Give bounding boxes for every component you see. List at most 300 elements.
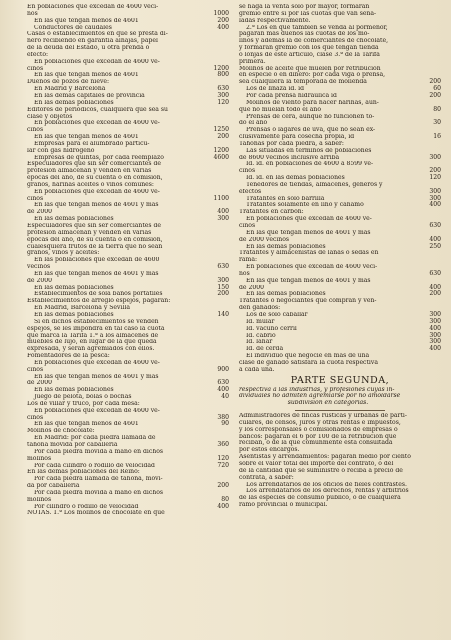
text-line: [239, 189, 441, 196]
line-text: pagarán mas dueños las cuotas de los mo-: [239, 31, 370, 38]
line-amount: 360: [217, 441, 229, 448]
line-text: clase de ganado satisfará la cuota respectiva: [239, 359, 378, 366]
line-text: Por cilindro ó rodillo de velocidad: [34, 503, 139, 510]
line-text: Id. vacuno cerril: [246, 325, 297, 332]
line-text: se haga la venta solo por mayor, formarán: [239, 4, 370, 10]
line-text: culares, de censos, juros y otras rentas é impuestos,: [239, 419, 401, 426]
line-amount: 80: [221, 495, 229, 503]
line-text: El individuo que negocie en mas de una: [246, 353, 370, 360]
line-text: Juego de pelota, bolas ó bochas: [34, 394, 132, 401]
line-text: Asentistas y arrendamientos: pagarán medio por ciento: [239, 454, 411, 461]
line-text: nos: [239, 270, 250, 277]
text-line: [27, 168, 229, 175]
text-line: [239, 18, 441, 25]
text-line: [27, 380, 229, 387]
line-text: que no muelan todo el año: [239, 106, 321, 113]
line-text: Los de villar y truco, por cada mesa:: [27, 400, 140, 407]
line-text: Fomentadores de la pesca:: [27, 353, 110, 360]
line-text: de 2000 vecinos: [239, 236, 290, 243]
line-text: En las que tengan menos de 4601 y mas: [34, 373, 159, 380]
line-amount: 630: [217, 379, 229, 387]
line-text: cinos: [27, 65, 44, 72]
line-text: épocas del año, de su cuenta ó en comision,: [27, 175, 163, 182]
line-text: Especuladores que sin ser comerciantes de: [27, 161, 161, 168]
left-column: [27, 4, 229, 517]
line-text: en especie ó en dinero: por cada viga ó prensa,: [239, 72, 386, 79]
section-heading: [239, 375, 441, 387]
text-line: [27, 25, 229, 32]
text-line: [239, 326, 441, 333]
line-amount: 200: [217, 16, 229, 24]
text-line: [27, 127, 229, 134]
text-line: [239, 148, 441, 155]
line-text: muebles de lujo, en lugar de la que queda: [27, 339, 157, 346]
text-line: [239, 468, 441, 475]
line-text: Establecimientos de arreglo espejos, pagarán:: [27, 298, 171, 305]
text-line: [27, 72, 229, 79]
line-text: molinos: [27, 496, 52, 503]
text-line: [239, 502, 441, 509]
line-text: En poblaciones que excedan de 4600 ve-: [34, 407, 160, 414]
text-line: [27, 504, 229, 511]
text-line: [27, 346, 229, 353]
text-line: [27, 120, 229, 127]
line-text: profesion almacenan y venden en varias: [27, 168, 152, 175]
line-text: cinos: [239, 168, 256, 175]
text-line: [239, 72, 441, 79]
text-line: [239, 31, 441, 38]
line-text: linos y además la de comerciantes de chocolate,: [239, 38, 389, 45]
line-text: Molinos de chocolate:: [27, 428, 95, 435]
text-line: [239, 400, 441, 407]
text-line: [239, 346, 441, 353]
line-amount: 400: [217, 502, 229, 510]
line-amount: 30: [433, 119, 441, 127]
right-column: [239, 4, 441, 517]
text-line: [27, 100, 229, 107]
text-line: [239, 182, 441, 189]
line-text: sea cualquiera la temporada de molienda: [239, 79, 367, 86]
text-line: [27, 59, 229, 66]
text-line: [27, 387, 229, 394]
text-line: [27, 490, 229, 497]
line-text: granos, harinas aceites ó vinos comunes:: [27, 181, 154, 188]
line-text: En Madrid, Barcelona y Sevilla: [34, 305, 130, 312]
line-text: En las demas poblaciones: [34, 284, 114, 291]
line-text: de la cantidad que se suministre ó reciba á precio de: [239, 467, 403, 474]
line-text: Conductores de caudales: [34, 24, 112, 31]
text-line: [27, 38, 229, 45]
text-line: [239, 271, 441, 278]
text-line: [27, 319, 229, 326]
line-text: En las demas capitales de provincia: [34, 92, 145, 99]
line-text: á cada una.: [239, 366, 275, 373]
line-amount: 900: [217, 365, 229, 373]
text-line: [239, 440, 441, 447]
line-text: En las que tengan menos de 4601: [34, 17, 139, 24]
text-line: [239, 107, 441, 114]
text-line: [27, 360, 229, 367]
line-text: granos, vinos y aceites:: [27, 250, 100, 257]
text-line: [27, 305, 229, 312]
line-amount: 400: [429, 283, 441, 291]
line-amount: 300: [429, 153, 441, 161]
line-amount: 120: [217, 454, 229, 462]
line-text: Id. lanar: [246, 339, 273, 346]
text-line: [27, 148, 229, 155]
text-line: [239, 278, 441, 285]
line-amount: 200: [217, 133, 229, 141]
line-text: En poblaciones que excedan de 4600 ve-: [246, 216, 372, 223]
line-text: subdivision en categorías.: [287, 400, 369, 407]
text-line: [239, 413, 441, 420]
line-amount: 400: [217, 23, 229, 31]
line-amount: 300: [429, 187, 441, 195]
text-line: [239, 45, 441, 52]
line-text: de 2000: [239, 284, 264, 291]
text-line: [239, 141, 441, 148]
text-line: [27, 223, 229, 230]
text-line: [27, 333, 229, 340]
text-line: [27, 134, 229, 141]
line-text: cinos: [27, 127, 44, 134]
line-amount: 200: [429, 91, 441, 99]
line-amount: 120: [217, 98, 229, 106]
text-line: [27, 4, 229, 11]
line-text: En Madrid: por cada piedra llamada de: [34, 435, 156, 442]
line-amount: 80: [433, 105, 441, 113]
line-text: Administradores de fincas rústicas y urbanas de parti-: [239, 413, 407, 420]
line-text: En poblaciones que excedan de 4600 ve-: [34, 359, 160, 366]
text-line: [27, 230, 229, 237]
line-text: do el año: [239, 120, 268, 127]
text-line: [239, 155, 441, 162]
text-line: [239, 209, 441, 216]
text-line: [27, 31, 229, 38]
text-line: [239, 59, 441, 66]
text-line: [239, 488, 441, 495]
text-line: [239, 175, 441, 182]
text-line: [239, 127, 441, 134]
line-text: de 2000: [27, 209, 52, 216]
text-line: [27, 312, 229, 319]
line-text: Dueños de pozos de nieve:: [27, 79, 110, 86]
line-amount: 300: [217, 215, 229, 223]
line-text: Establecimientos de sola baños portátiles: [34, 291, 163, 298]
text-line: [239, 250, 441, 257]
text-line: [239, 339, 441, 346]
text-line: [239, 244, 441, 251]
line-text: Editores de periódicos, cualquiera que sea su: [27, 106, 168, 113]
line-text: de 8600 vecinos inclusive arriba: [239, 154, 340, 161]
line-text: Tenedores de tiendas, almacenes, géneros y: [246, 181, 383, 188]
text-line: [27, 107, 229, 114]
text-line: [27, 291, 229, 298]
text-line: [239, 285, 441, 292]
text-line: [239, 427, 441, 434]
line-text: ramo provincial ó municipal.: [239, 502, 328, 509]
line-text: espejos, se les impondrá en tal caso la cuota: [27, 325, 165, 332]
line-text: Especuladores que sin ser comerciantes de: [27, 223, 161, 229]
line-amount: 400: [429, 201, 441, 209]
line-amount: 630: [429, 269, 441, 277]
line-amount: 4600: [213, 153, 229, 161]
line-text: Por cada prensa hidráulica id: [246, 92, 337, 99]
line-text: respectiva á las industrias, y profesiones cuyas in-: [239, 386, 395, 393]
text-line: [239, 305, 441, 312]
text-line: [239, 367, 441, 374]
line-text: primera.: [239, 58, 266, 65]
text-line: [27, 114, 229, 121]
line-text: Los de solo caballar: [246, 311, 308, 318]
line-text: Id. id. en las demas poblaciones: [246, 175, 345, 182]
text-line: [239, 319, 441, 326]
line-text: Id. mular: [246, 318, 275, 325]
text-line: [239, 196, 441, 203]
line-text: que marca la Tarifa 1.ª á los almacenes de: [27, 332, 159, 339]
line-text: En las que tengan menos de 4601: [34, 72, 139, 79]
line-text: En Madrid y Barcelona: [34, 86, 106, 93]
text-line: [239, 353, 441, 360]
line-text: clusivamente para cosecha propia, id: [239, 134, 355, 141]
line-amount: 150: [217, 283, 229, 291]
text-line: [27, 237, 229, 244]
text-line: [239, 360, 441, 367]
line-text: y los corresponsales ó comisionados de empresas ó: [239, 426, 398, 433]
text-line: [27, 497, 229, 504]
text-line: [239, 161, 441, 168]
line-text: nero recibiendo en garantía alhajas, papel: [27, 38, 158, 45]
line-text: En las demas poblaciones: [34, 99, 114, 106]
text-line: [239, 66, 441, 73]
line-text: En las que tengan menos de 4601 y mas: [246, 277, 371, 284]
line-text: Prensas ó lagares de uva, que no sean ex-: [246, 127, 376, 134]
text-line: [27, 367, 229, 374]
line-text: Tratantes y almacenistas de lanas ó sedas en: [239, 250, 379, 257]
line-text: rama:: [239, 257, 258, 264]
text-line: [27, 250, 229, 257]
line-text: Tratantes solamente en lino y cáñamo: [246, 202, 364, 209]
text-line: [239, 257, 441, 264]
text-line: [239, 216, 441, 223]
line-amount: 630: [217, 263, 229, 271]
line-amount: 380: [217, 413, 229, 421]
line-text: cinos: [27, 195, 44, 202]
text-line: [27, 79, 229, 86]
text-line: [239, 387, 441, 394]
line-text: En las demas poblaciones: [246, 291, 326, 298]
line-text: Empresas de quintas, por cada reemplazo: [34, 154, 164, 161]
line-text: En las demas poblaciones del Reino:: [27, 469, 140, 476]
line-amount: 400: [217, 208, 229, 216]
line-text: En las que tengan menos de 4601: [34, 421, 139, 428]
text-line: [27, 374, 229, 381]
line-text: dividuales no admiten agremiarse por no amoldarse: [239, 393, 401, 400]
line-text: efecto:: [27, 51, 49, 58]
text-line: [27, 285, 229, 292]
text-line: [27, 66, 229, 73]
line-amount: 300: [429, 310, 441, 318]
line-text: tahona movida por caballería: [27, 442, 118, 448]
line-text: NOTAS. 1.ª Los molinos de chocolate en que: [27, 510, 165, 517]
line-text: de 2000: [27, 380, 52, 387]
text-line: [239, 202, 441, 209]
line-amount: 300: [429, 317, 441, 325]
text-line: [239, 264, 441, 271]
text-line: [239, 25, 441, 32]
line-text: En poblaciones que excedan de 4600 ve-: [34, 120, 160, 127]
line-text: En las que tengan menos de 4601 y mas: [246, 229, 371, 236]
text-line: [27, 401, 229, 408]
line-amount: 60: [433, 85, 441, 93]
line-text: da por caballería: [27, 483, 80, 490]
line-amount: 250: [429, 242, 441, 250]
text-line: [27, 244, 229, 251]
line-text: profesion almacenan y venden en varias: [27, 229, 152, 236]
line-amount: 1250: [213, 126, 229, 134]
text-line: [27, 209, 229, 216]
line-text: sobre el valor total del importe del contrato, ó del: [239, 461, 394, 467]
line-text: En poblaciones que excedan de 4600 veci-: [246, 264, 378, 271]
text-line: [239, 134, 441, 141]
columns: [27, 4, 442, 517]
text-line: [27, 257, 229, 264]
line-amount: 200: [429, 78, 441, 86]
text-line: [27, 476, 229, 483]
line-text: den ganados:: [239, 305, 281, 312]
line-text: molinos: [27, 455, 52, 462]
text-line: [27, 52, 229, 59]
line-amount: 1000: [213, 9, 229, 17]
text-line: [239, 86, 441, 93]
section-rule: [295, 410, 385, 411]
text-line: [239, 454, 441, 461]
line-text: de las especies de consumo público, ó de cualquiera: [239, 495, 401, 502]
line-text: expresada, y serán agremiados con ellos.: [27, 346, 155, 353]
line-amount: 16: [433, 133, 441, 141]
line-text: ladas respectivamente.: [239, 17, 311, 24]
text-line: [239, 237, 441, 244]
line-amount: 400: [429, 235, 441, 243]
line-text: Empresas para el alumbrado particu-: [34, 140, 150, 147]
line-amount: 300: [429, 338, 441, 346]
text-line: [27, 415, 229, 422]
line-text: cinos: [27, 414, 44, 421]
line-text: vecinos: [27, 264, 51, 271]
line-text: Casas ó establecimientos en que se presta di-: [27, 31, 168, 38]
text-line: [239, 114, 441, 121]
text-line: [239, 223, 441, 230]
line-amount: 400: [217, 386, 229, 394]
line-text: y formarán gremio con los que tengan tienda: [239, 45, 379, 52]
line-text: cualesquiera frutos de la tierra que no sean: [27, 243, 163, 250]
line-text: Prensas de cera, aunque no funcionen to-: [246, 113, 375, 120]
text-line: [239, 393, 441, 400]
text-line: [27, 326, 229, 333]
text-line: [27, 182, 229, 189]
line-text: efectos: [239, 188, 262, 195]
text-line: [239, 333, 441, 340]
line-amount: 400: [429, 345, 441, 353]
line-amount: 630: [429, 222, 441, 229]
line-text: de 2000: [27, 277, 52, 284]
text-line: [239, 461, 441, 468]
text-line: [27, 483, 229, 490]
text-line: [27, 264, 229, 271]
line-text: reciban, ó de la que comunmente está consultada: [239, 440, 393, 447]
line-amount: 300: [217, 91, 229, 99]
text-line: [27, 18, 229, 25]
line-amount: 300: [429, 194, 441, 202]
line-text: por estos encargos.: [239, 447, 300, 454]
line-amount: 400: [429, 324, 441, 332]
line-amount: 800: [217, 71, 229, 79]
line-text: épocas del año, de su cuenta ó en comision,: [27, 236, 163, 243]
text-line: [27, 216, 229, 223]
text-line: [239, 11, 441, 18]
text-line: [27, 353, 229, 360]
text-line: [239, 4, 441, 11]
line-text: En poblaciones que excedan de 4600 ve-: [34, 188, 160, 195]
line-amount: 1200: [213, 64, 229, 72]
line-amount: 200: [217, 482, 229, 490]
text-line: [27, 463, 229, 470]
line-amount: 90: [221, 420, 229, 428]
line-text: Id. cabrío: [246, 332, 276, 339]
line-text: Molinos de aceite que muelen por retribucion: [239, 65, 381, 72]
text-line: [27, 141, 229, 148]
line-amount: 630: [217, 85, 229, 93]
text-line: [27, 456, 229, 463]
text-line: [239, 291, 441, 298]
text-line: [239, 52, 441, 59]
line-text: Los de linaza id. id: [246, 86, 305, 93]
line-text: ó lonjas de este artículo, clase 3.ª de la Tarifa: [239, 51, 380, 58]
line-text: En las demas poblaciones: [34, 216, 114, 223]
text-line: [239, 120, 441, 127]
text-line: [239, 482, 441, 489]
line-text: Tratantes en solo barrilla: [246, 195, 325, 202]
text-line: [27, 93, 229, 100]
text-line: [27, 442, 229, 449]
line-amount: 300: [217, 276, 229, 284]
text-line: [27, 155, 229, 162]
text-line: [239, 447, 441, 454]
text-line: [27, 86, 229, 93]
text-line: [27, 271, 229, 278]
text-line: [27, 339, 229, 346]
line-text: nos: [27, 10, 38, 17]
text-line: [27, 196, 229, 203]
line-text: Id. id. en poblaciones de 4600 á 8599 ve-: [246, 161, 374, 168]
line-text: de la deuda del Estado, ú otra prenda ó: [27, 45, 150, 52]
line-text: Tahonas por cada piedra, á saber:: [239, 140, 344, 147]
text-line: [239, 495, 441, 502]
text-line: [239, 38, 441, 45]
line-amount: 720: [217, 461, 229, 469]
text-line: [239, 420, 441, 427]
line-text: Si en dichos establecimientos se venden: [34, 318, 159, 325]
text-line: [239, 230, 441, 237]
line-amount: 200: [429, 167, 441, 175]
line-amount: 1100: [213, 194, 229, 202]
line-amount: 40: [221, 393, 229, 401]
text-line: [27, 428, 229, 435]
line-text: bancos: pagarán el 6 por 100 de la retribucion que: [239, 433, 397, 440]
text-line: [27, 11, 229, 18]
text-line: [27, 202, 229, 209]
text-line: [27, 408, 229, 415]
